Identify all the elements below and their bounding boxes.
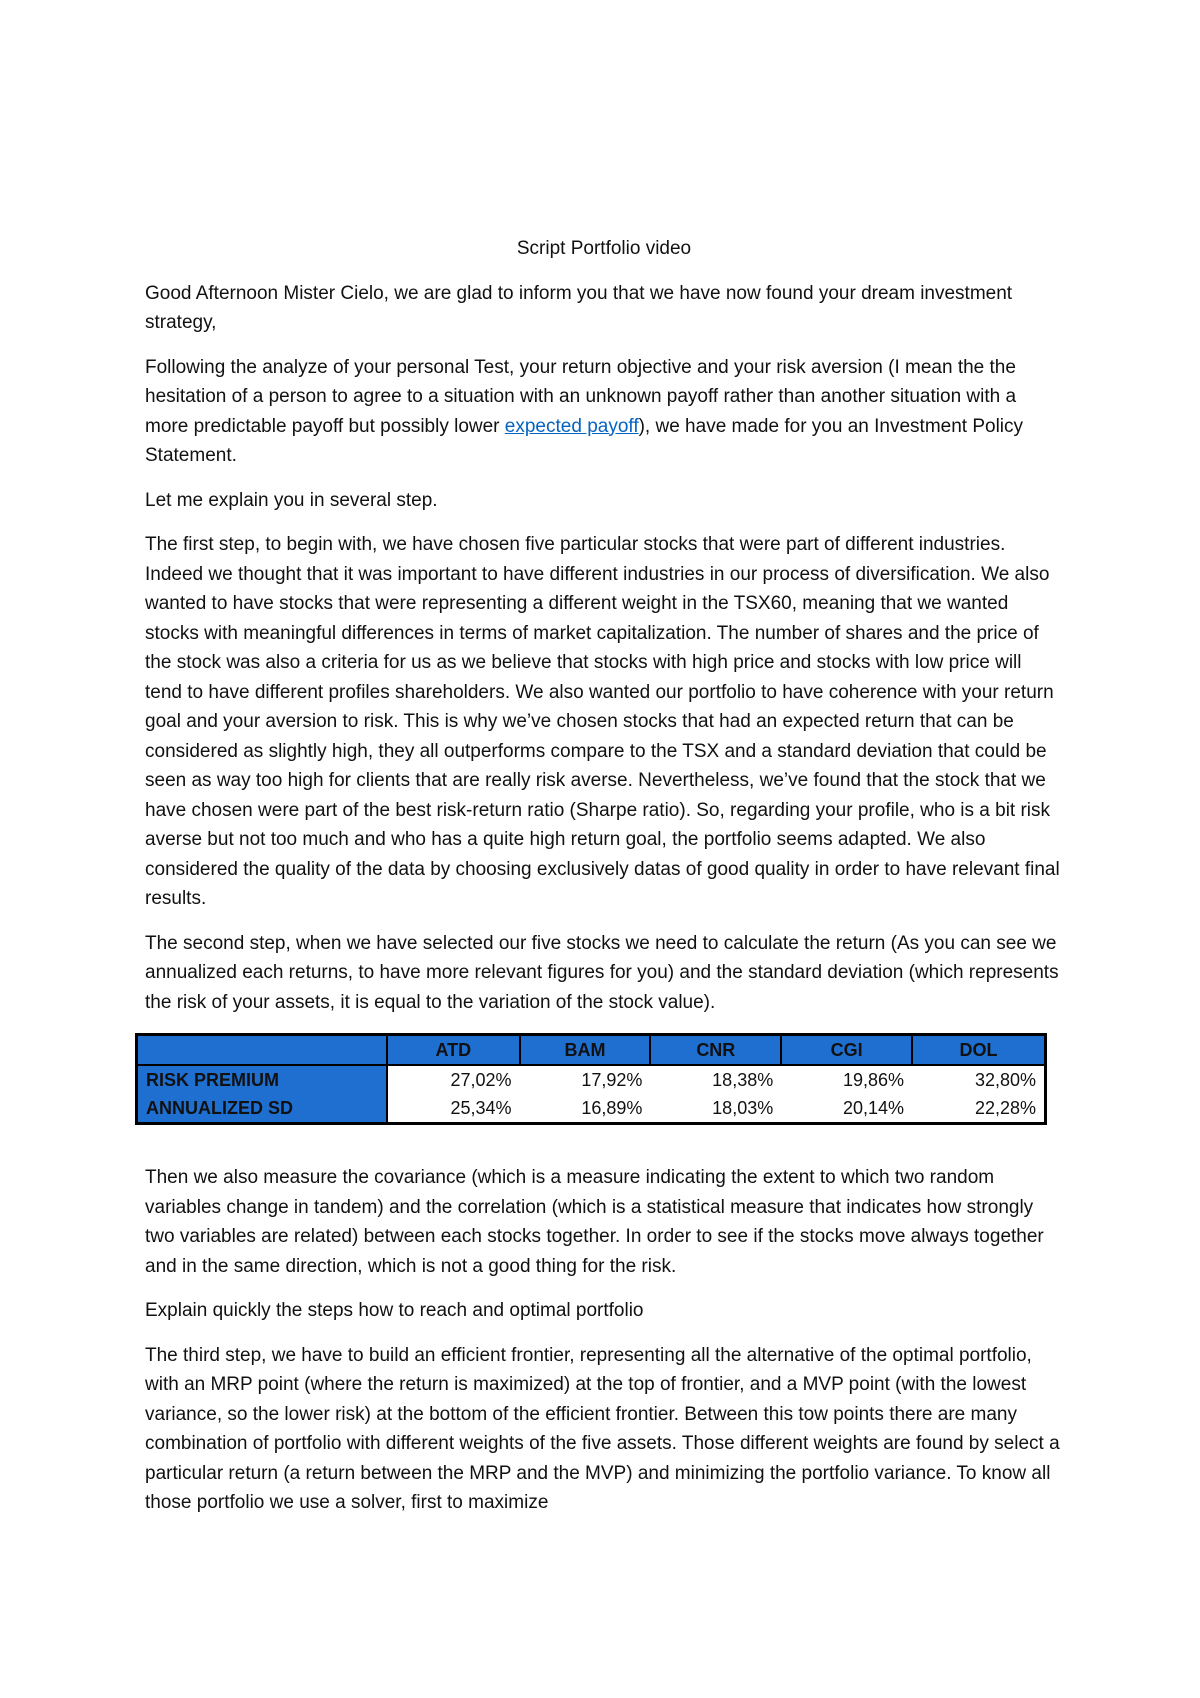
risk-table-header-row xyxy=(137,1035,1046,1066)
table-cell: 27,02% xyxy=(387,1065,520,1094)
paragraph-first-step: The first step, to begin with, we have chosen five particular stocks that were part of different industries. Indeed we thought that it was important to have different industries in our process of diversification. We also wanted to have stocks that were representing a different weight in the TSX60, meaning that we wanted stocks with meaningful differences in terms of market capitalization. The number of shares and the price of the stock was also a criteria for us as we believe that stocks with high price and stocks with low price will tend to have different profiles shareholders. We also wanted our portfolio to have coherence with your return goal and your aversion to risk. This is why we’ve chosen stocks that had an expected return that can be considered as slightly high, they all outperforms compare to the TSX and a standard deviation that could be seen as way too high for clients that are really risk averse. Nevertheless, we’ve found that the stock that we have chosen were part of the best risk-return ratio (Sharpe ratio). So, regarding your profile, who is a bit risk averse but not too much and who has a quite high return goal, the portfolio seems adapted. We also considered the quality of the data by choosing exclusively datas of good quality in order to have relevant final results. xyxy=(145,534,1060,909)
row-header-risk-premium: RISK PREMIUM xyxy=(137,1065,388,1094)
document-body xyxy=(145,234,1063,1533)
document-title: Script Portfolio video xyxy=(516,238,692,259)
table-cell: 17,92% xyxy=(520,1065,651,1094)
table-cell: 20,14% xyxy=(781,1094,912,1124)
expected-payoff-link[interactable]: expected payoff xyxy=(504,415,639,437)
risk-table-container xyxy=(135,1033,1047,1125)
paragraph-covariance: Then we also measure the covariance (which is a measure indicating the extent to which two random variables change in tandem) and the correlation (which is a statistical measure that indicates how strongly two variables are related) between each stocks together. In order to see if the stocks move always together and in the same direction, which is not a good thing for the risk. xyxy=(145,1167,1044,1277)
column-header-cnr: CNR xyxy=(650,1035,781,1066)
table-cell: 32,80% xyxy=(912,1065,1045,1094)
paragraph-second-step: The second step, when we have selected our five stocks we need to calculate the return (As you can see we annualized each returns, to have more relevant figures for you) and the standard deviation (which represents the risk of your assets, it is equal to the variation of the stock value). xyxy=(145,932,1059,1013)
paragraph-third-step: The third step, we have to build an efficient frontier, representing all the alternative of the optimal portfolio, with an MRP point (where the return is maximized) at the top of frontier, and a MVP point (with the lowest variance, so the lower risk) at the bottom of the efficient frontier. Between this tow points there are many combination of portfolio with different weights of the five assets. Those different weights are found by select a particular return (a return between the MRP and the MVP) and minimizing the portfolio variance. To know all those portfolio we use a solver, first to maximize xyxy=(145,1344,1060,1513)
paragraph-following-text-end: ), we have made for you an Investment Policy Statement. xyxy=(145,415,1024,466)
column-header-dol: DOL xyxy=(912,1035,1045,1066)
row-header-annualized-sd: ANNUALIZED SD xyxy=(137,1094,388,1124)
table-row-risk-premium xyxy=(137,1065,1046,1094)
risk-table xyxy=(135,1033,1047,1125)
paragraph-explain: Let me explain you in several step. xyxy=(145,489,438,511)
paragraph-following-text-start: Following the analyze of your personal Test, your return objective and your risk aversion (I mean the the hesitation of a person to agree to a situation with an unknown payoff rather than another situation with a more predictable payoff but possibly lower xyxy=(145,356,1017,437)
risk-table-corner-cell xyxy=(137,1035,388,1066)
table-cell: 22,28% xyxy=(912,1094,1045,1124)
column-header-cgi: CGI xyxy=(781,1035,912,1066)
table-cell: 16,89% xyxy=(520,1094,651,1124)
table-cell: 18,03% xyxy=(650,1094,781,1124)
column-header-bam: BAM xyxy=(520,1035,651,1066)
column-header-atd: ATD xyxy=(387,1035,520,1066)
table-cell: 25,34% xyxy=(387,1094,520,1124)
greeting-paragraph: Good Afternoon Mister Cielo, we are glad to inform you that we have now found your dream investment strategy, xyxy=(145,282,1013,333)
paragraph-following xyxy=(145,353,1063,471)
table-cell: 19,86% xyxy=(781,1065,912,1094)
paragraph-explain-quickly: Explain quickly the steps how to reach and optimal portfolio xyxy=(145,1300,644,1321)
table-cell: 18,38% xyxy=(650,1065,781,1094)
table-row-annualized-sd xyxy=(137,1094,1046,1124)
